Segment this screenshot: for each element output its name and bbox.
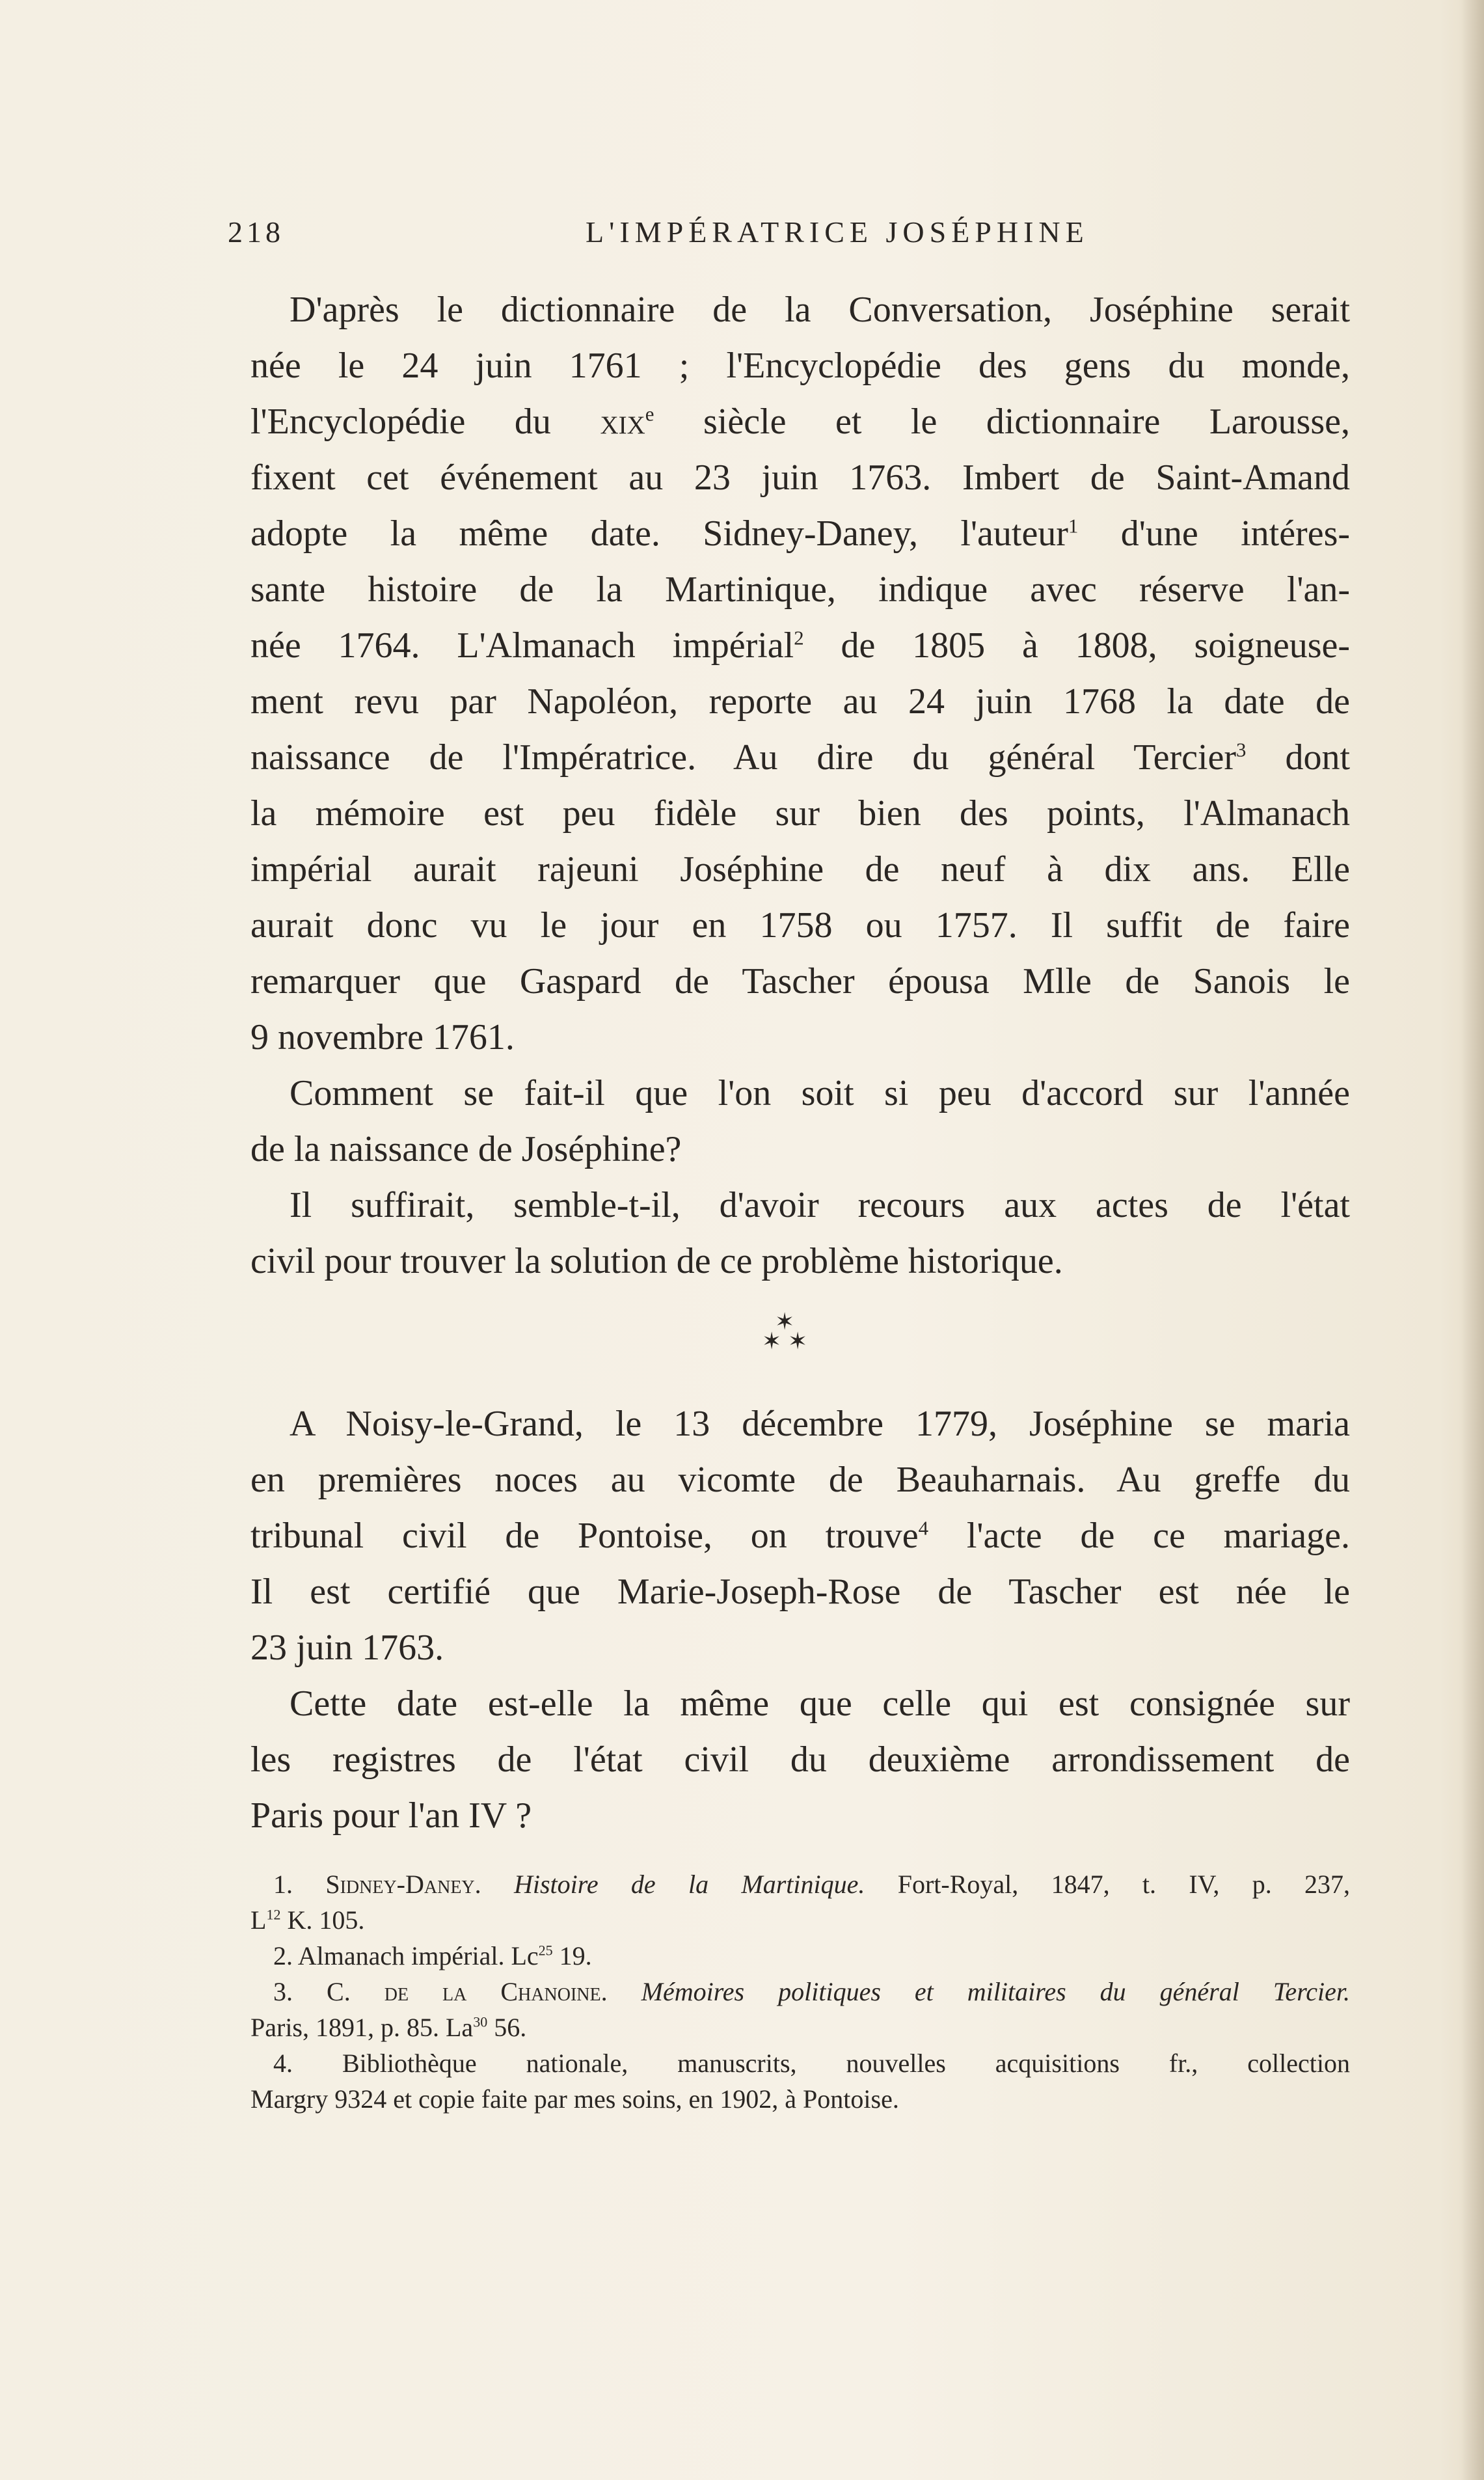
footnote-text: 56. — [494, 2013, 527, 2042]
page-edge-shadow — [1461, 0, 1484, 2480]
footnote-ref-2[interactable]: 2 — [794, 627, 804, 649]
footnote-ref-4[interactable]: 4 — [918, 1517, 929, 1540]
footnote-number: 1. — [273, 1870, 293, 1899]
page-header — [228, 215, 1334, 260]
text-line: D'après le dictionnaire de la Conversation, Joséphine serait — [290, 290, 1350, 330]
text-fragment: née 1764. L'Almanach impérial — [250, 625, 794, 666]
text-line — [250, 618, 1350, 674]
running-title: L'IMPÉRATRICE JOSÉPHINE — [586, 215, 1089, 249]
footnote-3 — [273, 1974, 1350, 2010]
footnote-4-continued: Margry 9324 et copie faite par mes soins, en 1902, à Pontoise. — [250, 2084, 899, 2114]
footnote-text: Almanach impérial. Lc — [297, 1941, 539, 1970]
text-line: Comment se fait-il que l'on soit si peu d'accord sur l'année — [290, 1073, 1350, 1113]
superscript: e — [645, 403, 654, 426]
text-line: fixent cet événement au 23 juin 1763. Imbert de Saint-Amand — [250, 457, 1350, 498]
text-line: 9 novembre 1761. — [250, 1017, 515, 1057]
text-line: sante histoire de la Martinique, indique avec réserve l'an- — [250, 569, 1350, 610]
footnote-4 — [273, 2045, 1350, 2081]
page-number: 218 — [228, 215, 284, 249]
text-line — [250, 394, 1350, 450]
text-line: impérial aurait rajeuni Joséphine de neuf à dix ans. Elle — [250, 849, 1350, 890]
star-icon: ✶ — [775, 1309, 795, 1335]
text-line: la mémoire est peu fidèle sur bien des points, l'Almanach — [250, 793, 1350, 834]
footnote-author: C. — [327, 1977, 351, 2006]
text-line: remarquer que Gaspard de Tascher épousa Mlle de Sanois le — [250, 961, 1350, 1002]
star-icon: ✶ — [762, 1328, 782, 1354]
footnote-author: de la — [384, 1977, 467, 2006]
text-fragment: siècle et le dictionnaire Larousse, — [703, 402, 1350, 442]
text-line — [250, 729, 1350, 785]
asterism-text — [751, 1308, 752, 1309]
star-icon: ✶ — [788, 1328, 808, 1354]
footnote-number: 4. — [273, 2049, 293, 2078]
text-fragment: l'Encyclopédie du — [250, 402, 551, 442]
text-line: Il est certifié que Marie-Joseph-Rose de Tascher est née le — [250, 1572, 1350, 1612]
text-fragment: dont — [1285, 737, 1351, 778]
text-line: en premières noces au vicomte de Beauharnais. Au greffe du — [250, 1460, 1350, 1500]
footnote-ref-1[interactable]: 1 — [1068, 515, 1079, 538]
text-fragment: naissance de l'Impératrice. Au dire du général Tercier — [250, 737, 1237, 778]
text-line: née le 24 juin 1761 ; l'Encyclopédie des gens du monde, — [250, 346, 1350, 386]
text-fragment: tribunal civil de Pontoise, on trouve — [250, 1516, 919, 1556]
footnote-number: 2. — [273, 1941, 293, 1970]
text-line: Cette date est-elle la même que celle qui est consignée sur — [290, 1683, 1350, 1724]
text-line: A Noisy-le-Grand, le 13 décembre 1779, Joséphine se maria — [290, 1404, 1350, 1444]
text-line: les registres de l'état civil du deuxième arrondissement de — [250, 1739, 1350, 1780]
text-line — [250, 506, 1350, 562]
footnote-author: Chanoine. — [500, 1977, 608, 2006]
superscript: 12 — [266, 1906, 281, 1923]
footnote-author: Sidney-Daney. — [325, 1870, 481, 1899]
text-line: de la naissance de Joséphine? — [250, 1129, 682, 1169]
text-line: ment revu par Napoléon, reporte au 24 juin 1768 la date de — [250, 681, 1350, 722]
footnote-1-continued — [250, 1902, 1350, 1938]
footnote-ref-3[interactable]: 3 — [1236, 739, 1247, 761]
footnote-1 — [273, 1866, 1350, 1902]
text-fragment: de 1805 à 1808, soigneuse- — [841, 625, 1351, 666]
text-line: Paris pour l'an IV ? — [250, 1795, 532, 1836]
text-fragment: adopte la même date. Sidney-Daney, l'auteur — [250, 513, 1068, 554]
text-fragment: d'une intéres- — [1120, 513, 1351, 554]
asterism-divider — [751, 1308, 816, 1360]
century-numeral: xix — [600, 402, 645, 442]
footnote-2 — [273, 1938, 1350, 1974]
text-line — [250, 1508, 1350, 1564]
text-line: civil pour trouver la solution de ce problème historique. — [250, 1241, 1063, 1281]
footnote-title: Histoire de la Martinique. — [513, 1870, 865, 1899]
text-line: 23 juin 1763. — [250, 1628, 444, 1668]
text-line: Il suffirait, semble-t-il, d'avoir recours aux actes de l'état — [290, 1185, 1350, 1225]
footnote-3-continued — [250, 2010, 1350, 2045]
footnote-text: Paris, 1891, p. 85. La — [250, 2013, 474, 2042]
footnote-text: K. 105. — [287, 1905, 365, 1935]
text-line: aurait donc vu le jour en 1758 ou 1757. Il suffit de faire — [250, 905, 1350, 946]
superscript: 30 — [473, 2013, 488, 2030]
footnote-number: 3. — [273, 1977, 293, 2006]
footnote-text: Fort-Royal, 1847, t. IV, p. 237, — [897, 1870, 1351, 1899]
footnote-title: Mémoires politiques et militaires du général Tercier. — [641, 1977, 1351, 2006]
footnote-text: Bibliothèque nationale, manuscrits, nouvelles acquisitions fr., collection — [342, 2049, 1351, 2078]
footnote-text: L — [250, 1905, 267, 1935]
text-fragment: l'acte de ce mariage. — [966, 1516, 1351, 1556]
superscript: 25 — [538, 1942, 553, 1959]
footnote-text: 19. — [559, 1941, 592, 1970]
